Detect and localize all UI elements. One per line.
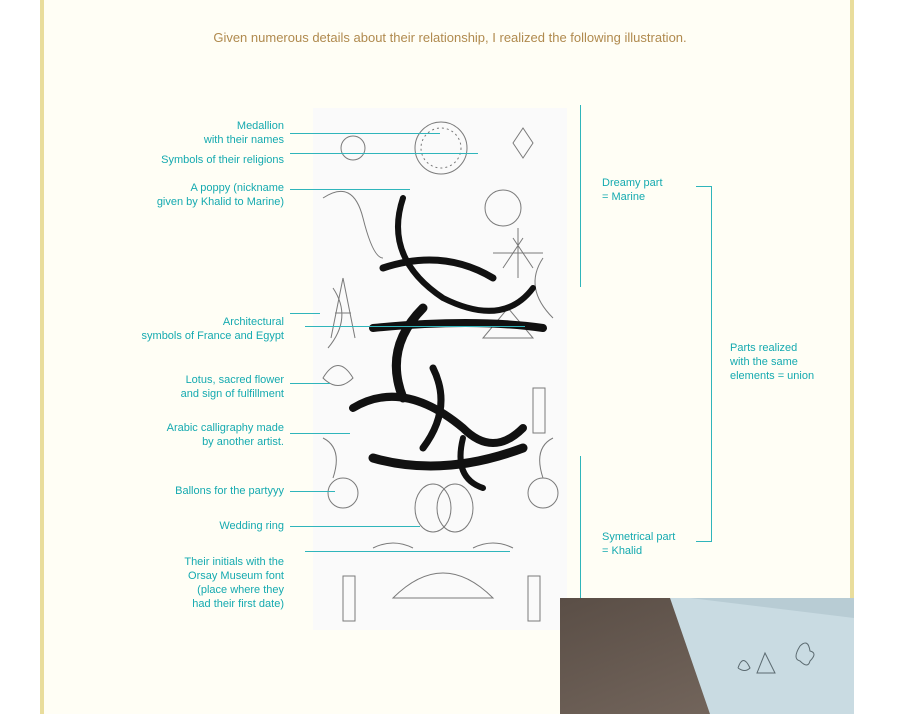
sketch-photo [560, 598, 854, 714]
label-dreamy-part: Dreamy part = Marine [602, 177, 663, 203]
leader-line [290, 526, 420, 527]
label-religions: Symbols of their religions [161, 154, 284, 166]
leader-line [305, 326, 525, 327]
leader-line [290, 433, 350, 434]
sun-icon [485, 190, 521, 226]
label-union: Parts realized with the same elements = union [730, 342, 815, 382]
leader-line [290, 189, 410, 190]
label-wedding-ring: Wedding ring [219, 520, 284, 532]
medallion-icon [415, 122, 467, 174]
union-bracket [711, 186, 712, 542]
arabic-calligraphy [353, 198, 543, 488]
dreamy-bracket [580, 105, 581, 287]
label-architecture: Architectural symbols of France and Egypt [141, 316, 284, 342]
leader-line [290, 153, 478, 154]
label-symmetrical-part: Symetrical part = Khalid [602, 531, 676, 557]
orsay-initials-icon [393, 573, 493, 598]
cross-icon [513, 128, 533, 158]
label-calligraphy: Arabic calligraphy made by another artist. [166, 422, 284, 448]
label-medallion: Medallion with their names [203, 120, 284, 146]
label-poppy: A poppy (nickname given by Khalid to Marine) [156, 182, 284, 208]
candle-icon [533, 388, 545, 433]
leader-line [290, 491, 335, 492]
leader-line [290, 383, 330, 384]
leader-line [290, 133, 440, 134]
balloon-icon [328, 478, 358, 508]
leader-line [305, 551, 510, 552]
label-lotus: Lotus, sacred flower and sign of fulfillment [180, 374, 284, 400]
eiffel-tower-icon [331, 278, 355, 338]
label-balloons: Ballons for the partyyy [175, 485, 284, 497]
leader-line [290, 313, 320, 314]
wedding-ring-icon [415, 484, 451, 532]
intro-text: Given numerous details about their relationship, I realized the following illustration. [213, 30, 687, 45]
label-initials: Their initials with the Orsay Museum font (place where they had their first date) [184, 556, 284, 610]
crescent-icon [341, 136, 365, 160]
